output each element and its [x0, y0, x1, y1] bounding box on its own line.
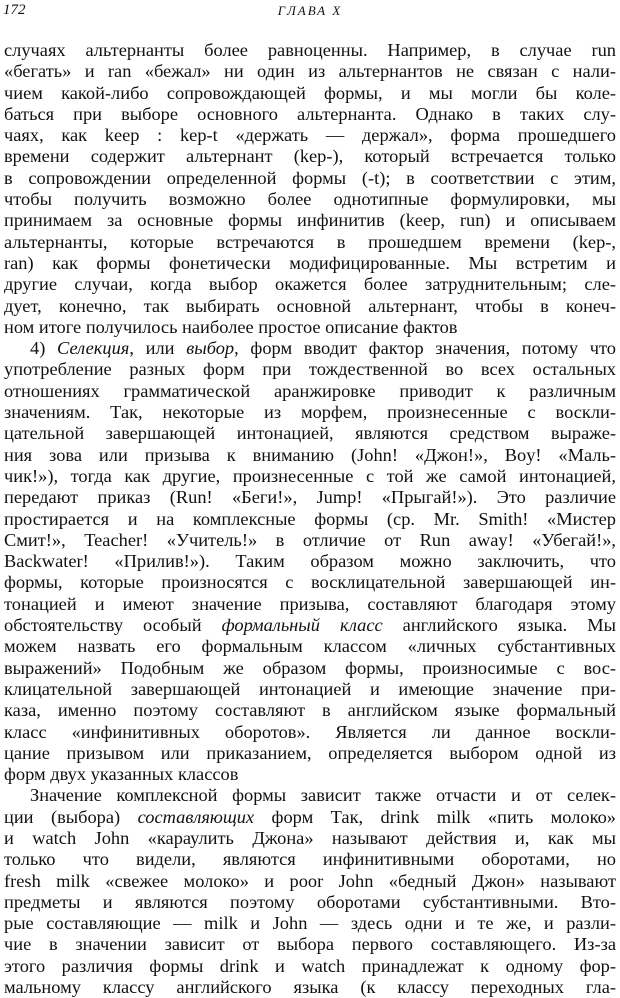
text-segment: , или [129, 338, 187, 359]
text-line [4, 338, 616, 359]
text-line: чием какой-либо сопровождающей формы, и мы могли бы коле- [4, 82, 616, 103]
text-line: формы, которые произносятся с восклицательной завершающей ин- [4, 572, 616, 593]
text-line: принимаем за основные формы инфинитив (keep, run) и описываем [4, 210, 616, 231]
text-line: альтернанты, которые встречаются в прошедшем времени (kep-, [4, 231, 616, 252]
text-line: случаях альтернанты более равноценны. Например, в случае run [4, 40, 616, 60]
text-line: тонацией и имеют значение призыва, составляют благодаря этому [4, 593, 616, 614]
text-line: ran) как формы фонетически модифицированные. Мы встретим и [4, 252, 616, 273]
text-line: передают приказ (Run! «Беги!», Jump! «Прыгай!»). Это различие [4, 487, 616, 508]
text-line: можем назвать его формальным классом «личных субстантивных [4, 636, 616, 657]
running-head: ГЛАВА X [277, 3, 343, 18]
text-line: цание призывом или приказанием, определяется выбором одной из [4, 742, 616, 763]
text-segment: обстоятельству особый [4, 615, 222, 636]
text-line: Смит!», Teacher! «Учитель!» в отличие от Run away! «Убегай!», [4, 529, 616, 550]
text-line [4, 615, 616, 636]
text-line: чик!»), тогда как другие, произнесенные с той же самой интонацией, [4, 465, 616, 486]
page-number: 172 [3, 2, 26, 18]
text-segment: , форм вводит фактор значения, потому что [234, 338, 617, 359]
text-line: простирается и на комплексные формы (ср. Mr. Smith! «Мистер [4, 508, 616, 529]
text-line: Backwater! «Прилив!»). Таким образом можно заключить, что [4, 551, 616, 572]
text-line: времени содержит альтернант (kep-), который встречается только [4, 146, 616, 167]
text-line: форм двух указанных классов [4, 764, 239, 785]
text-line: каза, именно поэтому составляют в английском языке формальный [4, 700, 616, 721]
text-line: Значение комплексной формы зависит также отчасти и от селек- [30, 785, 616, 806]
text-line: только что видели, являются инфинитивными оборотами, но [4, 849, 616, 870]
italic-term: выбор [186, 338, 235, 359]
text-line: баться при выборе основного альтернанта. Однако в таких слу- [4, 103, 616, 124]
text-line: этого различия формы drink и watch принадлежат к одному фор- [4, 955, 616, 976]
text-line: рые составляющие — milk и John — здесь одни и те же, и разли- [4, 913, 616, 934]
text-line: клицательной завершающей интонацией и имеющие значение при- [4, 678, 616, 699]
text-line: значениям. Так, некоторые из морфем, произнесенные с воскли- [4, 402, 616, 423]
text-line: чаях, как keep : kep-t «держать — держал», форма прошедшего [4, 125, 616, 146]
text-line: в сопровождении определенной формы (-t); в соответствии с этим, [4, 167, 616, 188]
text-line: fresh milk «свежее молоко» и poor John «бедный Джон» называют [4, 870, 616, 891]
text-line: ном итоге получилось наиболее простое описание фактов [4, 316, 458, 337]
text-line: и watch John «караулить Джона» называют действия и, как мы [4, 827, 616, 848]
text-line: «бегать» и ran «бежал» ни один из альтернантов не связан с нали- [4, 61, 616, 82]
text-line: выражений» Подобным же образом формы, произносимые с вос- [4, 657, 616, 678]
text-segment: 4) [30, 338, 58, 359]
text-line: чие в значении зависит от выбора первого составляющего. Из-за [4, 934, 616, 955]
text-segment: форм Так, drink milk «пить молоко» [254, 806, 616, 827]
text-line: цательной завершающей интонацией, являются средством выраже- [4, 423, 616, 444]
page-header [0, 2, 620, 22]
text-line: употребление разных форм при тождественной во всех остальных [4, 359, 616, 380]
text-line: отношениях грамматической аранжировке приводит к различным [4, 380, 616, 401]
body-text [4, 40, 616, 998]
text-line: чтобы получить возможно более однотипные формулировки, мы [4, 189, 616, 210]
text-segment: английского языка. Мы [382, 615, 616, 636]
text-line: ния зова или призыва к вниманию (John! «Джон!», Boy! «Маль- [4, 444, 616, 465]
italic-term: составляющих [137, 806, 255, 827]
text-line: дует, конечно, так выбирать основной альтернант, чтобы в конеч- [4, 295, 616, 316]
text-line [4, 807, 616, 828]
text-segment: ции (выбора) [4, 806, 138, 827]
text-line: мальному классу английского языка (к классу переходных гла- [4, 977, 616, 998]
italic-term: формальный класс [221, 615, 383, 636]
text-line: предметы и являются поэтому оборотами субстантивными. Вто- [4, 891, 616, 912]
text-line: другие случаи, когда выбор окажется более затруднительным; сле- [4, 274, 616, 295]
italic-term: Селекция [57, 338, 130, 359]
text-line: класс «инфинитивных оборотов». Является ли данное воскли- [4, 721, 616, 742]
